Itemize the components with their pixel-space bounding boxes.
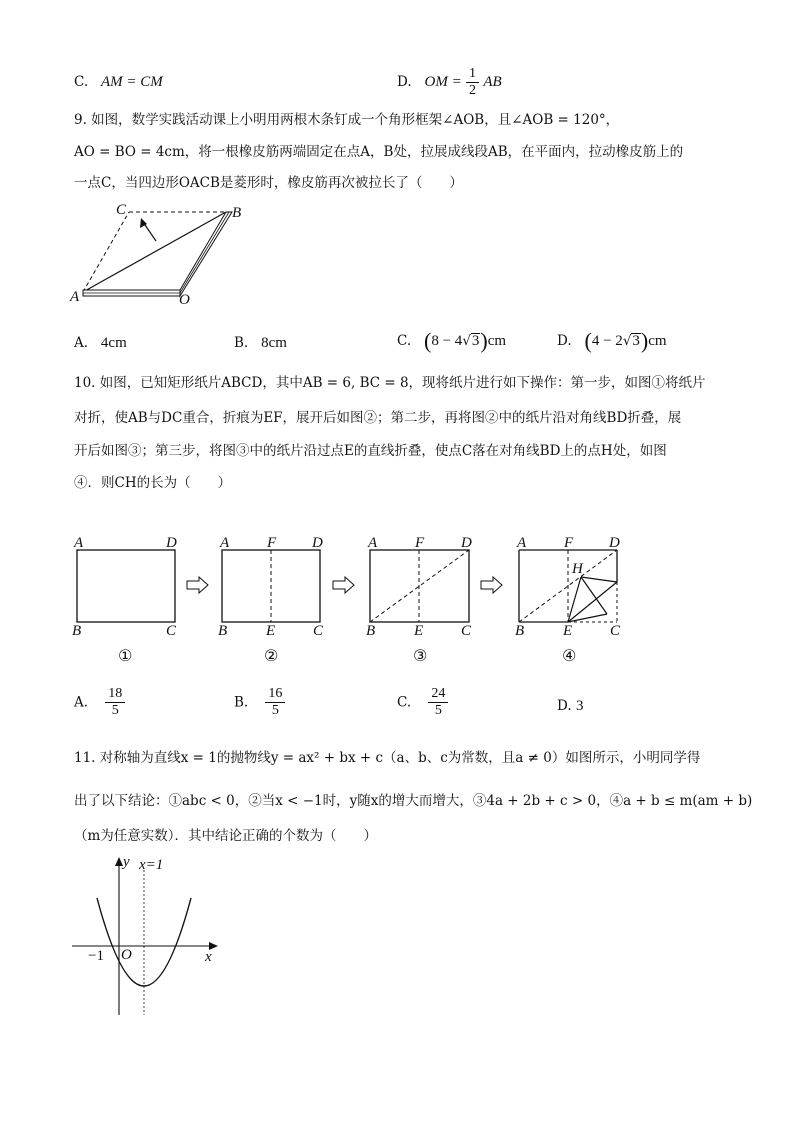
q9-option-d: D. (4 − 2√3)cm — [557, 328, 667, 353]
q10-fig3-label-e: E — [414, 623, 424, 639]
q9-option-a: A. 4cm — [74, 335, 127, 351]
q10-fig4-caption: ④ — [562, 646, 577, 665]
q10-option-d: D. 3 — [557, 698, 584, 714]
q11-label-x: x — [205, 949, 212, 965]
q9-label-c: C — [116, 202, 127, 218]
q11-stem-line-1: 11. 对称轴为直线x = 1的抛物线y = ax² + bx + c（a、b、c为常数，且a ≠ 0）如图所示，小明同学得 — [74, 750, 701, 766]
q8-option-d-fraction: $\frac{1}{2}$ — [466, 66, 479, 99]
q10-fig4-label-e: E — [563, 623, 573, 639]
q10-fig3-caption: ③ — [413, 646, 428, 665]
q11-label-neg1: −1 — [88, 948, 104, 964]
q9-option-c: C. (8 − 4√3)cm — [397, 328, 507, 353]
q9-label-b: B — [232, 205, 242, 221]
q10-option-b: B. $\frac{16}{5}$ — [234, 686, 285, 719]
q10-fig1-label-b: B — [72, 623, 82, 639]
q10-fig4-label-a: A — [517, 535, 527, 551]
q10-fig2-label-c: C — [313, 623, 324, 639]
q10-fig2-label-f: F — [267, 535, 277, 551]
q11-label-x-equals-1: x=1 — [139, 857, 164, 873]
q10-fig3-label-a: A — [368, 535, 378, 551]
q10-fig1-label-d: D — [166, 535, 177, 551]
q9-stem-line-2: AO = BO = 4cm，将一根橡皮筋两端固定在点A，B处，拉展成线段AB，在平面内，拉动橡皮筋上的 — [74, 144, 684, 160]
q10-fig4-label-c: C — [610, 623, 621, 639]
q9-stem-line-3: 一点C，当四边形OACB是菱形时，橡皮筋再次被拉长了（ ） — [74, 175, 463, 191]
q10-fig4-label-d: D — [609, 535, 620, 551]
q11-stem-line-3: （m为任意实数）．其中结论正确的个数为（ ） — [74, 828, 378, 844]
q9-label-a: A — [70, 289, 80, 305]
q10-fig4-label-b: B — [515, 623, 525, 639]
q9-stem-line-1: 9. 如图，数学实践活动课上小明用两根木条钉成一个角形框架∠AOB，且∠AOB = 120°， — [74, 112, 620, 128]
q10-fig1-label-a: A — [74, 535, 84, 551]
q10-fig4-label-f: F — [564, 535, 574, 551]
q8-option-c: C. AM = CM — [74, 74, 163, 90]
q10-fig3-label-c: C — [461, 623, 472, 639]
q10-stem-line-2: 对折，使AB与DC重合，折痕为EF，展开后如图②；第二步，再将图②中的纸片沿对角线BD折叠，展 — [74, 410, 682, 426]
q10-fig1-caption: ① — [118, 646, 133, 665]
q10-option-c: C. $\frac{24}{5}$ — [397, 686, 448, 719]
q10-fig2-label-b: B — [218, 623, 228, 639]
q10-fig3-label-d: D — [461, 535, 472, 551]
q11-label-y: y — [123, 854, 130, 870]
q8-option-d: D. OM = $\frac{1}{2}$ AB — [397, 66, 502, 98]
q10-fig1-label-c: C — [166, 623, 177, 639]
q10-fig3-label-b: B — [366, 623, 376, 639]
q10-fig3-label-f: F — [415, 535, 425, 551]
q10-fig4-label-h: H — [572, 561, 583, 577]
q9-option-b: B. 8cm — [234, 335, 287, 351]
q10-fig2-label-d: D — [312, 535, 323, 551]
q11-label-origin: O — [121, 947, 132, 963]
q9-label-o: O — [179, 292, 190, 308]
q10-stem-line-3: 开后如图③；第三步，将图③中的纸片沿过点E的直线折叠，使点C落在对角线BD上的点H处，如图 — [74, 443, 667, 459]
q10-fig2-caption: ② — [264, 646, 279, 665]
q10-stem-line-4: ④．则CH的长为（ ） — [74, 475, 232, 491]
q10-fig2-label-e: E — [266, 623, 276, 639]
q10-stem-line-1: 10. 如图，已知矩形纸片ABCD，其中AB = 6, BC = 8，现将纸片进行如下操作：第一步，如图①将纸片 — [74, 375, 706, 391]
q11-stem-line-2: 出了以下结论：①abc < 0，②当x < −1时，y随x的增大而增大，③4a + 2b + c > 0，④a + b ≤ m(am + b) — [74, 793, 753, 809]
q10-fig2-label-a: A — [220, 535, 230, 551]
q10-option-a: A. $\frac{18}{5}$ — [74, 686, 125, 719]
